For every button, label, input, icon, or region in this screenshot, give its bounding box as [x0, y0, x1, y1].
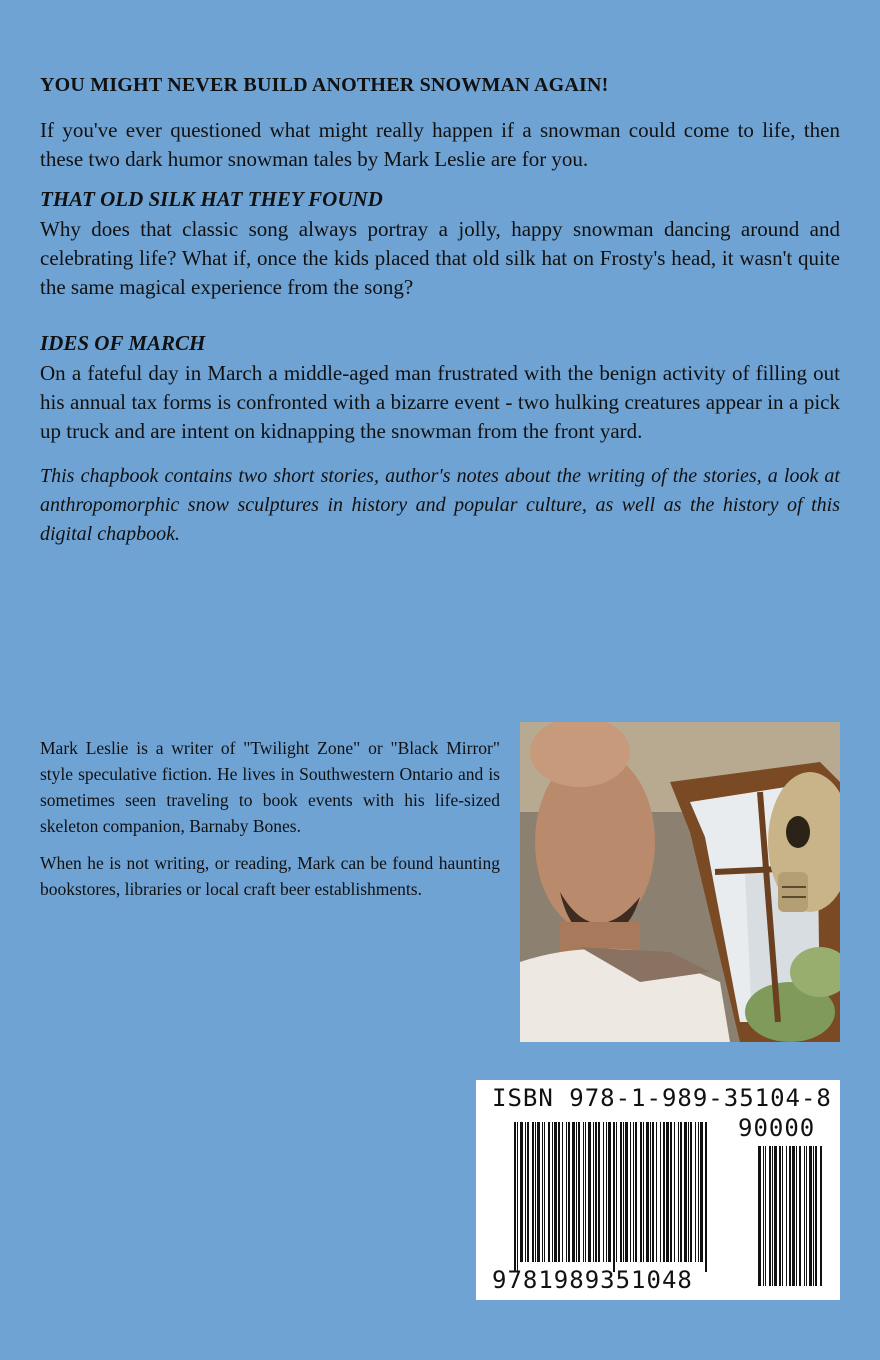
story-title-ides-of-march: IDES OF MARCH: [40, 331, 206, 355]
isbn-barcode: [476, 1080, 840, 1300]
story-description-ides-of-march: On a fateful day in March a middle-aged man frustrated with the benign activity of filling out his annual tax forms is confronted with a bizarre event - two hulking creatures appear in a pick up truck and are intent on kidnapping the snowman from the front yard.: [40, 361, 840, 443]
story-title-silk-hat: THAT OLD SILK HAT THEY FOUND: [40, 187, 383, 211]
author-bio-paragraph-1: Mark Leslie is a writer of "Twilight Zone" or "Black Mirror" style speculative fiction. He lives in Southwestern Ontario and is sometimes seen traveling to book events with his life-sized skeleton companion, Barnaby Bones.: [40, 738, 500, 836]
story-description-silk-hat: Why does that classic song always portray a jolly, happy snowman dancing around and celebrating life? What if, once the kids placed that old silk hat on Frosty's head, it wasn't quite the same magical experience from the song?: [40, 217, 840, 299]
author-photo: [520, 722, 840, 1042]
ean-digits-label: 9781989351048: [492, 1266, 693, 1294]
intro-paragraph: If you've ever questioned what might really happen if a snowman could come to life, then these two dark humor snowman tales by Mark Leslie are for you.: [40, 118, 840, 171]
chapbook-note: This chapbook contains two short stories, author's notes about the writing of the stories, a look at anthropomorphic snow sculptures in history and popular culture, as well as the history of this digital chapbook.: [40, 465, 840, 545]
isbn-label: ISBN 978-1-989-35104-8: [492, 1084, 832, 1112]
author-bio-paragraph-2: When he is not writing, or reading, Mark can be found haunting bookstores, libraries or local craft beer establishments.: [40, 853, 500, 899]
headline: YOU MIGHT NEVER BUILD ANOTHER SNOWMAN AGAIN!: [40, 74, 609, 96]
price-code-label: 90000: [738, 1114, 816, 1142]
